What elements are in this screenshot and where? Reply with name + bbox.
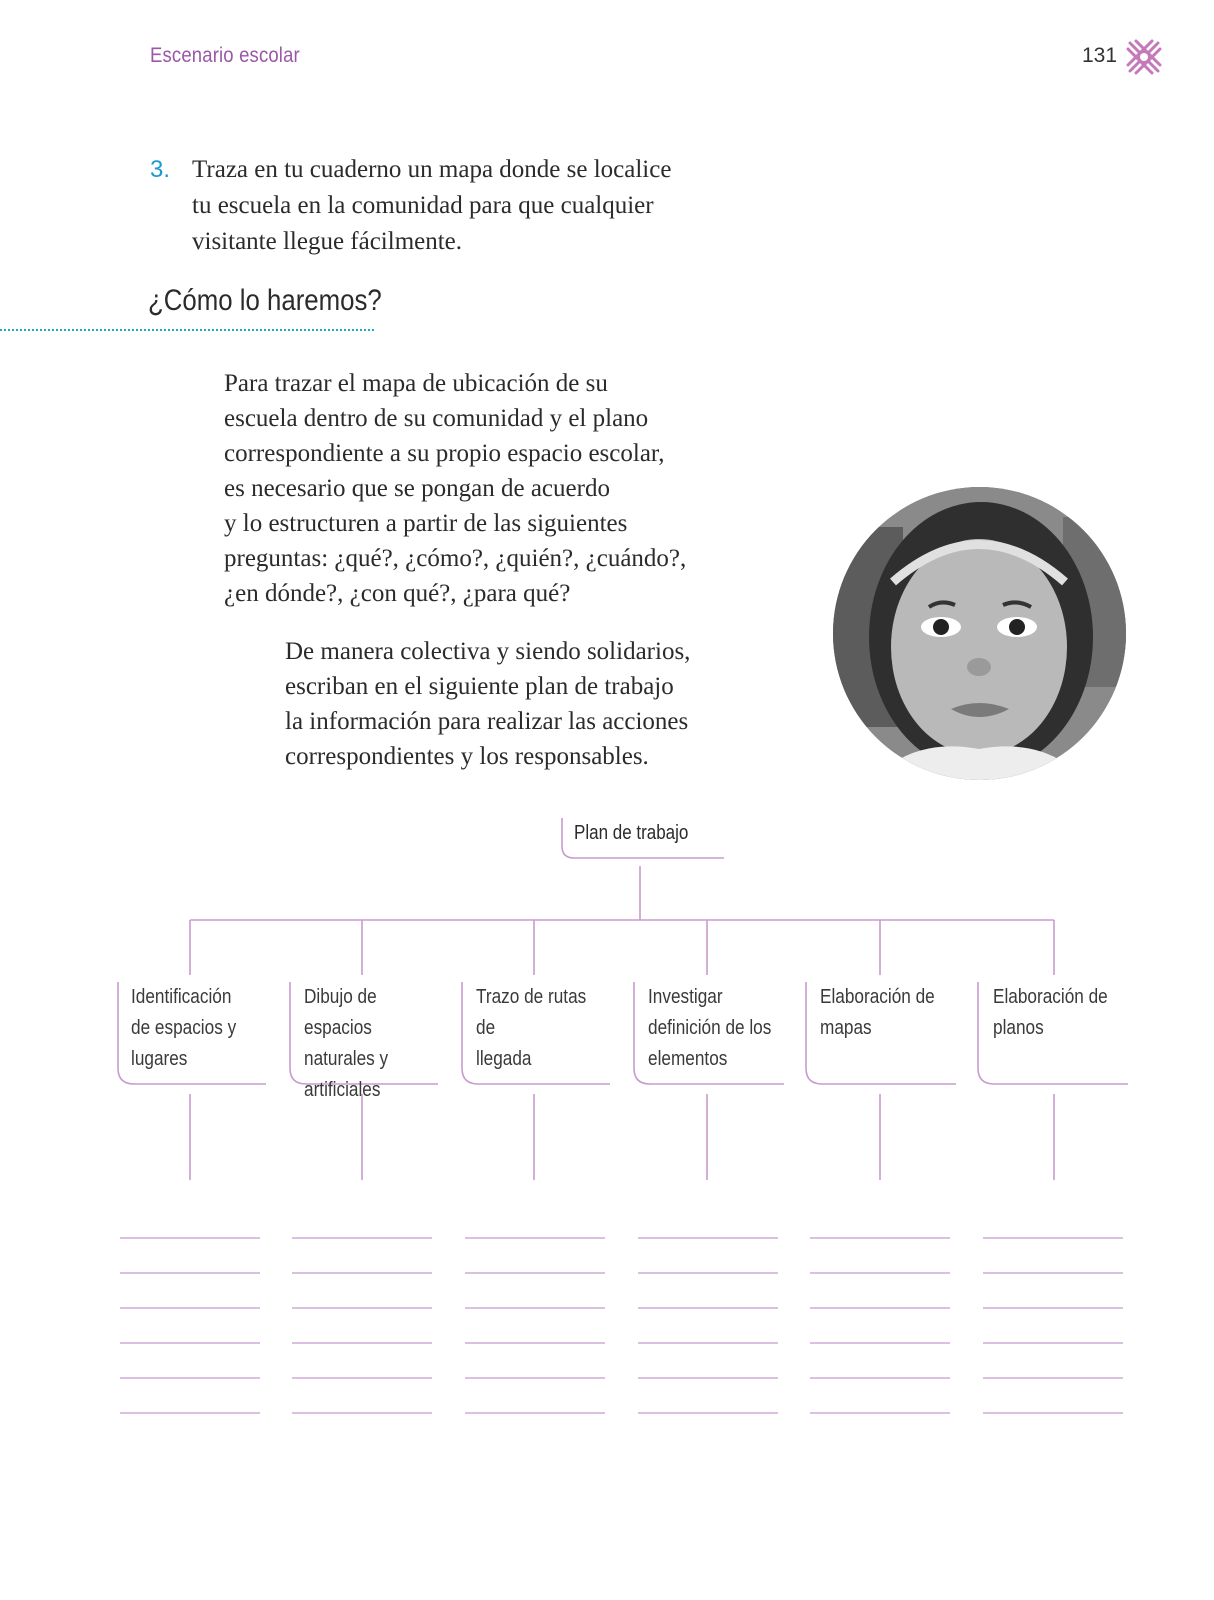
paragraph-line: ¿en dónde?, ¿con qué?, ¿para qué? [224, 580, 571, 607]
writing-lines-col-5 [810, 1238, 950, 1413]
step-line: Traza en tu cuaderno un mapa donde se localice [192, 156, 672, 183]
paragraph-line: escuela dentro de su comunidad y el plano [224, 405, 649, 432]
branch-line: mapas [820, 1017, 872, 1039]
page-number: 131 [1082, 44, 1118, 67]
branch-line: Dibujo de espacios [304, 986, 377, 1039]
plan-branch-4 [648, 982, 775, 1075]
branch-line: Trazo de rutas de [476, 986, 587, 1039]
paragraph-line: correspondiente a su propio espacio escolar, [224, 440, 665, 467]
plan-branch-3 [476, 982, 603, 1075]
writing-lines-col-4 [638, 1238, 778, 1413]
branch-line: Elaboración de [993, 986, 1108, 1008]
step-number: 3. [150, 156, 171, 183]
branch-line: naturales y [304, 1048, 389, 1070]
paragraph-line: Para trazar el mapa de ubicación de su [224, 370, 608, 397]
paragraph-line: De manera colectiva y siendo solidarios, [285, 638, 691, 665]
writing-lines-col-2 [292, 1238, 432, 1413]
plan-branch-2 [304, 982, 431, 1106]
paragraph-line: escriban en el siguiente plan de trabajo [285, 673, 674, 700]
paragraph-line: correspondientes y los responsables. [285, 743, 649, 770]
writing-lines-col-6 [983, 1238, 1123, 1413]
branch-line: Identificación [131, 986, 232, 1008]
branch-line: llegada [476, 1048, 532, 1070]
plan-branch-5 [820, 982, 947, 1044]
paragraph-line: es necesario que se pongan de acuerdo [224, 475, 610, 502]
paragraph-line: la información para realizar las acciones [285, 708, 689, 735]
paragraph-line: y lo estructuren a partir de las siguientes [224, 510, 628, 537]
writing-lines-col-3 [465, 1238, 605, 1413]
plan-branch-6 [993, 982, 1120, 1044]
writing-lines-col-1 [120, 1238, 260, 1413]
writing-lines [120, 1238, 1123, 1413]
branch-line: lugares [131, 1048, 188, 1070]
branch-line: planos [993, 1017, 1044, 1039]
paragraph-line: preguntas: ¿qué?, ¿cómo?, ¿quién?, ¿cuándo?, [224, 545, 687, 572]
step-line: tu escuela en la comunidad para que cualquier [192, 192, 654, 219]
branch-line: Elaboración de [820, 986, 935, 1008]
branch-line: definición de los [648, 1017, 772, 1039]
plan-root-label: Plan de trabajo [574, 822, 689, 844]
branch-line: artificiales [304, 1079, 381, 1101]
step-line: visitante llegue fácilmente. [192, 228, 463, 255]
section-heading: ¿Cómo lo haremos? [148, 284, 382, 317]
header-title: Escenario escolar [150, 44, 300, 67]
branch-line: Investigar [648, 986, 723, 1008]
branch-line: de espacios y [131, 1017, 237, 1039]
plan-branch-1 [131, 982, 258, 1075]
branch-line: elementos [648, 1048, 728, 1070]
